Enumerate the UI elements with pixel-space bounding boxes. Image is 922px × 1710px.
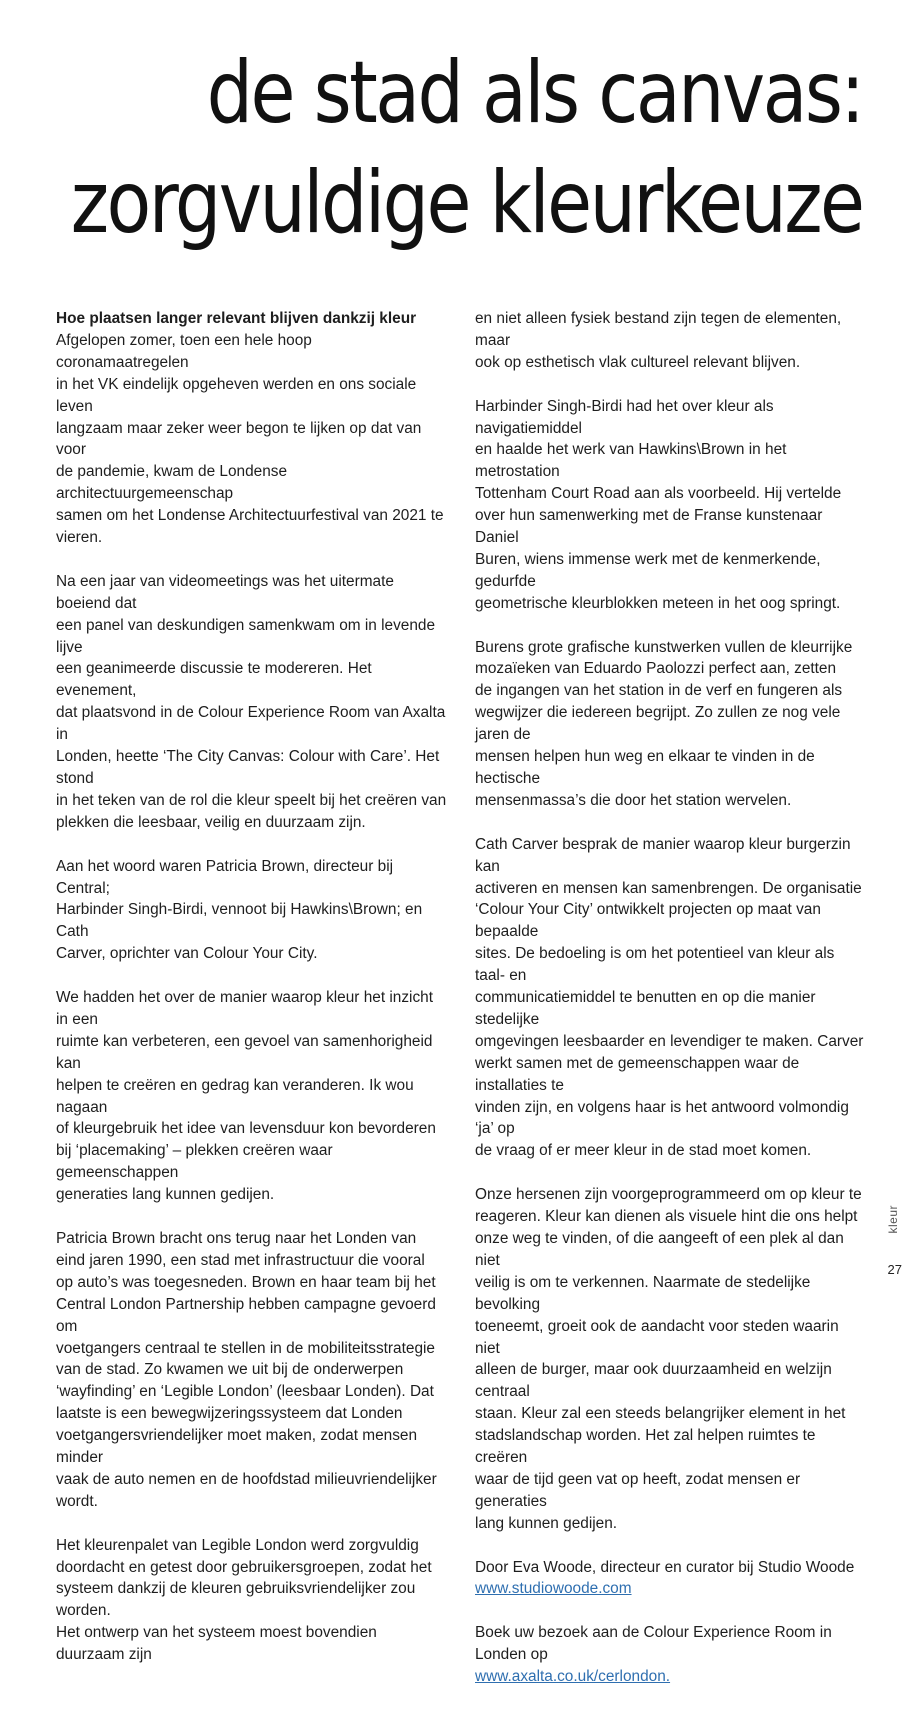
paragraph: Het kleurenpalet van Legible London werd zorgvuldig doordacht en getest door gebruikersgroepen, zodat het systeem dankzij de kleuren gebruiksvriendelijker zou worden. Het ontwerp van het systeem moest bovendien duurzaam zijn bbox=[56, 1536, 432, 1664]
studio-woode-link[interactable]: www.studiowoode.com bbox=[475, 1580, 632, 1598]
paragraph: Patricia Brown bracht ons terug naar het Londen van eind jaren 1990, een stad met infrastructuur die vooral op auto’s was toegesneden. Brown en haar team bij het Central London Partnership hebben campagne gevoerd om voetgangers centraal te stellen in de mobiliteitsstrategie van de stad. Zo kwamen we uit bij de onderwerpen ‘wayfinding’ en ‘Legible London’ (leesbaar Londen). Dat laatste is een bewegwijzeringssysteem dat Londen voetgangersvriendelijker moet maken, zodat mensen minder vaak de auto nemen en de hoofdstad milieuvriendelijker wordt. bbox=[56, 1230, 437, 1510]
page-number: 27 bbox=[887, 1262, 902, 1277]
paragraph: Aan het woord waren Patricia Brown, directeur bij Central; Harbinder Singh-Birdi, vennoot bij Hawkins\Brown; en Cath Carver, oprichter van Colour Your City. bbox=[56, 857, 423, 963]
page-title bbox=[70, 38, 862, 258]
paragraph: Harbinder Singh-Birdi had het over kleur als navigatiemiddel en haalde het werk van Hawkins\Brown in het metrostation Tottenham Court Road aan als voorbeeld. Hij vertelde over hun samenwerking met de Franse kunstenaar Daniel Buren, wiens immense werk met de kenmerkende, gedurfde geometrische kleurblokken meteen in het oog springt. bbox=[475, 397, 842, 612]
paragraph: Onze hersenen zijn voorgeprogrammeerd om op kleur te reageren. Kleur kan dienen als visuele hint die ons helpt onze weg te vinden, of die aangeeft of een plek al dan niet veilig is om te verkennen. Naarmate de stedelijke bevolking toeneemt, groeit ook de aandacht voor steden waarin niet alleen de burger, maar ook duurzaamheid en welzijn centraal staan. Kleur zal een steeds belangrijker element in het stadslandschap worden. Het zal helpen ruimtes te creëren waar de tijd geen vat op heeft, zodat mensen er generaties lang kunnen gedijen. bbox=[475, 1186, 862, 1532]
paragraph: Burens grote grafische kunstwerken vullen de kleurrijke mozaïeken van Eduardo Paolozzi perfect aan, zetten de ingangen van het station in de verf en fungeren als wegwijzer die iedereen begrijpt. Zo zullen ze nog vele jaren de mensen helpen hun weg en elkaar te vinden in de hectische mensenmassa’s die door het station wervelen. bbox=[475, 638, 853, 809]
section-side-label: kleur bbox=[886, 1205, 900, 1234]
author-credit bbox=[475, 1557, 867, 1601]
paragraph: Cath Carver besprak de manier waarop kleur burgerzin kan activeren en mensen kan samenbrengen. De organisatie ‘Colour Your City’ ontwikkelt projecten op maat van bepaalde sites. De bedoeling is om het potentieel van kleur als taal- en communicatiemiddel te benutten en op die manier stedelijke omgevingen leesbaarder en levendiger te maken. Carver werkt samen met de gemeenschappen waar de installaties te vinden zijn, en volgens haar is het antwoord volmondig ‘ja’ op de vraag of er meer kleur in de stad moet komen. bbox=[475, 835, 864, 1160]
paragraph: en niet alleen fysiek bestand zijn tegen de elementen, maar ook op esthetisch vlak cultureel relevant blijven. bbox=[475, 310, 842, 371]
intro-paragraph bbox=[56, 308, 448, 549]
paragraph: We hadden het over de manier waarop kleur het inzicht in een ruimte kan verbeteren, een gevoel van samenhorigheid kan helpen te creëren en gedrag kan veranderen. Ik wou nagaan of kleurgebruik het idee van levensduur kon bevorderen bij ‘placemaking’ – plekken creëren waar gemeenschappen generaties lang kunnen gedijen. bbox=[56, 989, 436, 1204]
paragraph: Na een jaar van videomeetings was het uitermate boeiend dat een panel van deskundigen samenkwam om in levende lijve een geanimeerde discussie te modereren. Het evenement, dat plaatsvond in de Colour Experience Room van Axalta in Londen, heette ‘The City Canvas: Colour with Care’. Het stond in het teken van de rol die kleur speelt bij het creëren van plekken die leesbaar, veilig en duurzaam zijn. bbox=[56, 572, 447, 831]
author-text: Door Eva Woode, directeur en curator bij Studio Woode bbox=[475, 1558, 855, 1576]
right-column bbox=[475, 308, 867, 1710]
paragraph-text: Afgelopen zomer, toen een hele hoop coronamaatregelen in het VK eindelijk opgeheven werden en ons sociale leven langzaam maar zeker weer begon te lijken op dat van voor de pandemie, kwam de Londense architectuurgemeenschap samen om het Londense Architectuurfestival van 2021 te vieren. bbox=[56, 331, 444, 547]
cta-text: Boek uw bezoek aan de Colour Experience Room in Londen op bbox=[475, 1624, 832, 1664]
title-line-2: zorgvuldige kleurkeuze bbox=[70, 153, 862, 253]
left-column bbox=[56, 308, 448, 1688]
call-to-action bbox=[475, 1622, 867, 1688]
section-subheading: Hoe plaatsen langer relevant blijven dankzij kleur bbox=[56, 310, 417, 327]
axalta-link[interactable]: www.axalta.co.uk/cerlondon. bbox=[475, 1668, 671, 1686]
title-line-1: de stad als canvas: bbox=[206, 43, 862, 143]
